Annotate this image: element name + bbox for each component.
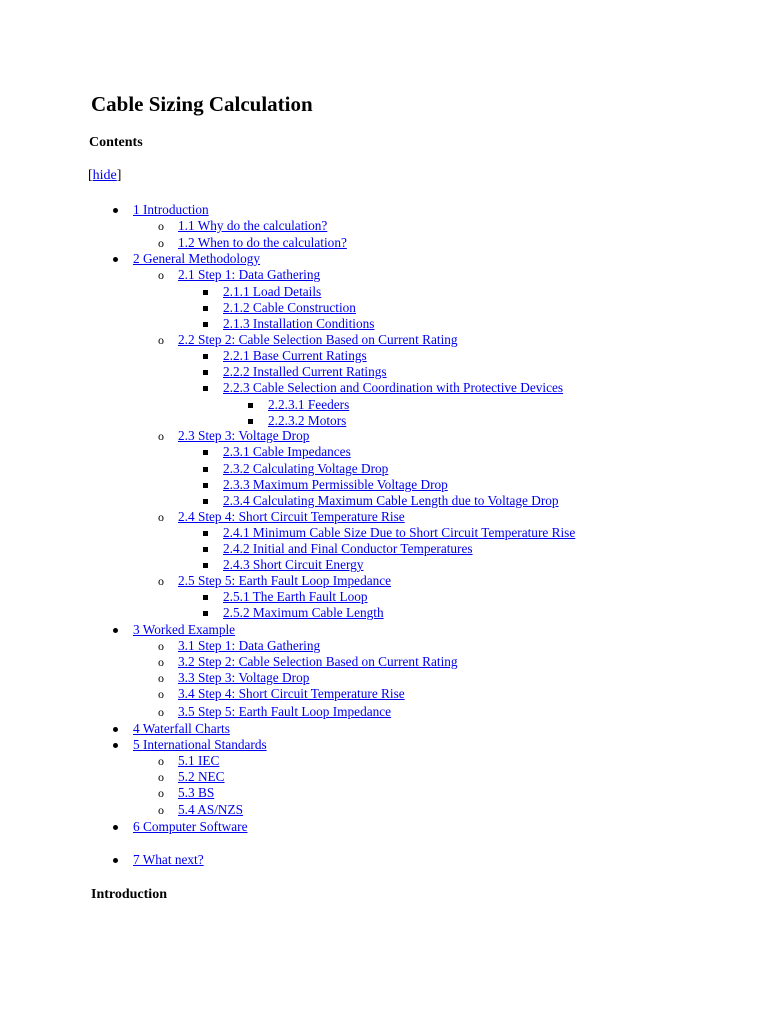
square-bullet-icon (203, 370, 208, 375)
toc-item (0, 202, 768, 218)
square-bullet-icon (248, 419, 253, 424)
toc-link[interactable]: 1 Introduction (133, 202, 209, 217)
square-bullet-icon (203, 306, 208, 311)
square-bullet-icon (203, 354, 208, 359)
circle-bullet-icon: o (158, 770, 164, 784)
section-heading-introduction: Introduction (91, 887, 167, 902)
toc-link[interactable]: 2.5.2 Maximum Cable Length (223, 605, 384, 620)
toc-item (0, 461, 768, 477)
toc-item (0, 397, 768, 413)
toc-item (0, 413, 768, 429)
toc-item (0, 267, 768, 283)
square-bullet-icon (203, 290, 208, 295)
toc-item (0, 284, 768, 300)
toc-item (0, 348, 768, 364)
toc-link[interactable]: 3.2 Step 2: Cable Selection Based on Current Rating (178, 654, 458, 669)
toc-item (0, 802, 768, 818)
circle-bullet-icon: o (158, 236, 164, 250)
toc-item (0, 852, 768, 868)
circle-bullet-icon: o (158, 705, 164, 719)
circle-bullet-icon: o (158, 671, 164, 685)
square-bullet-icon (203, 595, 208, 600)
square-bullet-icon (203, 547, 208, 552)
toc-link[interactable]: 2.5.1 The Earth Fault Loop (223, 589, 368, 604)
toc-link[interactable]: 5.1 IEC (178, 753, 220, 768)
toc-item (0, 704, 768, 720)
circle-bullet-icon: o (158, 429, 164, 443)
toc-item (0, 332, 768, 348)
toc-link[interactable]: 5.3 BS (178, 785, 215, 800)
toc-link[interactable]: 2.5 Step 5: Earth Fault Loop Impedance (178, 573, 392, 588)
toc-link[interactable]: 2.3.2 Calculating Voltage Drop (223, 461, 389, 476)
circle-bullet-icon: o (158, 639, 164, 653)
toc-item (0, 300, 768, 316)
toc-item (0, 251, 768, 267)
toc-item (0, 364, 768, 380)
toc-link[interactable]: 2.4.2 Initial and Final Conductor Temperatures (223, 541, 473, 556)
toc-item (0, 654, 768, 670)
toc-link[interactable]: 2.4.3 Short Circuit Energy (223, 557, 364, 572)
toc-toggle (88, 167, 121, 185)
toc-item (0, 622, 768, 638)
square-bullet-icon (203, 386, 208, 391)
toc-item (0, 670, 768, 686)
circle-bullet-icon: o (158, 333, 164, 347)
toc-link[interactable]: 2.3 Step 3: Voltage Drop (178, 428, 310, 443)
toc-link[interactable]: 2.1.2 Cable Construction (223, 300, 356, 315)
disc-bullet-icon (113, 628, 118, 633)
toc-link[interactable]: 2.3.3 Maximum Permissible Voltage Drop (223, 477, 448, 492)
toc-item (0, 638, 768, 654)
circle-bullet-icon: o (158, 655, 164, 669)
toc-link[interactable]: 3.3 Step 3: Voltage Drop (178, 670, 310, 685)
disc-bullet-icon (113, 825, 118, 830)
square-bullet-icon (203, 611, 208, 616)
toc-link[interactable]: 2.2.3.2 Motors (268, 413, 347, 428)
toc-item (0, 477, 768, 493)
toc-link[interactable]: 2.2.3.1 Feeders (268, 397, 350, 412)
square-bullet-icon (203, 499, 208, 504)
toc-link[interactable]: 3 Worked Example (133, 622, 236, 637)
disc-bullet-icon (113, 858, 118, 863)
toc-item (0, 785, 768, 801)
square-bullet-icon (203, 467, 208, 472)
square-bullet-icon (203, 531, 208, 536)
toc-link[interactable]: 5 International Standards (133, 737, 267, 752)
toc-link[interactable]: 2.2.1 Base Current Ratings (223, 348, 367, 363)
contents-heading: Contents (89, 135, 143, 150)
toc-item (0, 380, 768, 396)
circle-bullet-icon: o (158, 687, 164, 701)
circle-bullet-icon: o (158, 510, 164, 524)
toc-item (0, 525, 768, 541)
circle-bullet-icon: o (158, 574, 164, 588)
toc-item (0, 509, 768, 525)
toc-item (0, 686, 768, 702)
toc-link[interactable]: 5.2 NEC (178, 769, 225, 784)
toc-item (0, 769, 768, 785)
toc-link[interactable]: 2.4.1 Minimum Cable Size Due to Short Circuit Temperature Rise (223, 525, 576, 540)
toc-link[interactable]: 2.2.3 Cable Selection and Coordination with Protective Devices (223, 380, 564, 395)
toc-link[interactable]: 7 What next? (133, 852, 204, 867)
toc-link[interactable]: 1.2 When to do the calculation? (178, 235, 347, 250)
toc-item (0, 541, 768, 557)
toc-item (0, 444, 768, 460)
toc-item (0, 218, 768, 234)
toc-item (0, 235, 768, 251)
toc-link[interactable]: 2.2 Step 2: Cable Selection Based on Current Rating (178, 332, 458, 347)
toc-item (0, 819, 768, 835)
square-bullet-icon (203, 322, 208, 327)
square-bullet-icon (203, 483, 208, 488)
toc-link[interactable]: 2.4 Step 4: Short Circuit Temperature Rise (178, 509, 405, 524)
toc-link[interactable]: 2.1.1 Load Details (223, 284, 322, 299)
circle-bullet-icon: o (158, 786, 164, 800)
toggle-close-bracket: ] (116, 168, 122, 183)
toc-link[interactable]: 3.5 Step 5: Earth Fault Loop Impedance (178, 704, 392, 719)
toc-item (0, 721, 768, 737)
square-bullet-icon (248, 403, 253, 408)
toc-link[interactable]: 2.2.2 Installed Current Ratings (223, 364, 387, 379)
toc-link[interactable]: 1.1 Why do the calculation? (178, 218, 328, 233)
toc-item (0, 573, 768, 589)
toc-item (0, 737, 768, 753)
toc-item (0, 753, 768, 769)
circle-bullet-icon: o (158, 268, 164, 282)
toc-link[interactable]: 2.3.4 Calculating Maximum Cable Length due to Voltage Drop (223, 493, 559, 508)
circle-bullet-icon: o (158, 754, 164, 768)
toc-link[interactable]: 6 Computer Software (133, 819, 248, 834)
toc-link[interactable]: 2.1.3 Installation Conditions (223, 316, 375, 331)
toc-link[interactable]: 5.4 AS/NZS (178, 802, 244, 817)
toc-link[interactable]: 2.3.1 Cable Impedances (223, 444, 351, 459)
toggle-open-bracket: [ (88, 168, 93, 183)
square-bullet-icon (203, 563, 208, 568)
toc-item (0, 428, 768, 444)
toc-item (0, 316, 768, 332)
toc-item (0, 493, 768, 509)
disc-bullet-icon (113, 743, 118, 748)
circle-bullet-icon: o (158, 219, 164, 233)
toc-item (0, 589, 768, 605)
disc-bullet-icon (113, 257, 118, 262)
toc-link[interactable]: 2 General Methodology (133, 251, 261, 266)
toc-item (0, 605, 768, 621)
toc-link[interactable]: 4 Waterfall Charts (133, 721, 230, 736)
circle-bullet-icon: o (158, 803, 164, 817)
toc-link[interactable]: 2.1 Step 1: Data Gathering (178, 267, 321, 282)
toc-item (0, 557, 768, 573)
page-title: Cable Sizing Calculation (91, 92, 313, 116)
toc-link[interactable]: 3.1 Step 1: Data Gathering (178, 638, 321, 653)
disc-bullet-icon (113, 727, 118, 732)
disc-bullet-icon (113, 208, 118, 213)
square-bullet-icon (203, 450, 208, 455)
hide-link[interactable]: hide (92, 168, 117, 183)
toc-link[interactable]: 3.4 Step 4: Short Circuit Temperature Rise (178, 686, 405, 701)
